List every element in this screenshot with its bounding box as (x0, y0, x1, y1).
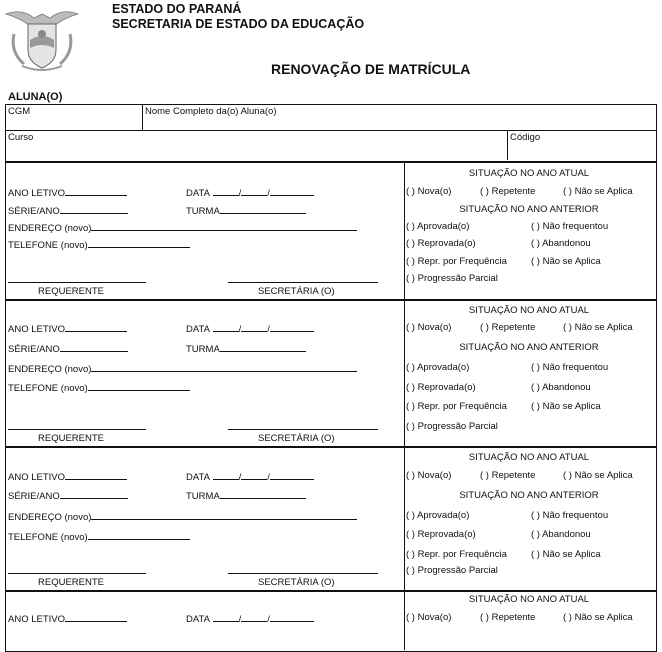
current-year-status-heading: SITUAÇÃO NO ANO ATUAL (468, 594, 590, 605)
date-month-input[interactable] (241, 186, 267, 196)
new-label: Nova(o) (417, 470, 452, 481)
date-month-input[interactable] (241, 470, 267, 480)
date-year-input[interactable] (270, 612, 314, 622)
address-input[interactable] (91, 510, 357, 520)
partial-progression-label: Progressão Parcial (417, 421, 498, 432)
failed-label: Reprovada(o) (417, 529, 476, 540)
failed-attendance-label: Repr. por Frequência (417, 256, 507, 267)
date-year-input[interactable] (270, 470, 314, 480)
applicant-signature-label: REQUERENTE (38, 286, 104, 297)
school-year-label: ANO LETIVO (8, 472, 66, 483)
secretary-signature-label: SECRETÁRIA (O) (258, 577, 335, 588)
previous-year-status-heading: SITUAÇÃO NO ANO ANTERIOR (459, 342, 599, 353)
not-applicable-current-label: Não se Aplica (574, 322, 633, 333)
new-label: Nova(o) (417, 186, 452, 197)
date-day-input[interactable] (213, 322, 239, 332)
not-applicable-current-checkbox[interactable]: ( ) (563, 322, 572, 333)
applicant-signature-label: REQUERENTE (38, 433, 104, 444)
not-applicable-previous-label: Não se Aplica (542, 549, 601, 560)
address-label: ENDEREÇO (novo) (8, 364, 92, 375)
date-label: DATA (186, 324, 210, 335)
date-label: DATA (186, 472, 210, 483)
phone-label: TELEFONE (novo) (8, 240, 88, 251)
school-year-input[interactable] (65, 612, 127, 622)
failed-attendance-label: Repr. por Frequência (417, 401, 507, 412)
not-applicable-current-label: Não se Aplica (574, 186, 633, 197)
date-year-input[interactable] (270, 186, 314, 196)
repeating-checkbox[interactable]: ( ) (480, 470, 489, 481)
address-input[interactable] (91, 221, 357, 231)
current-year-status-heading: SITUAÇÃO NO ANO ATUAL (468, 452, 590, 463)
failed-attendance-checkbox[interactable]: ( ) (406, 401, 415, 412)
repeating-label: Repetente (491, 470, 536, 481)
did-not-attend-checkbox[interactable]: ( ) (531, 510, 540, 521)
class-input[interactable] (220, 489, 306, 499)
date-month-input[interactable] (241, 612, 267, 622)
enrollment-block: ANO LETIVO DATA / / SÉRIE/ANO TURMA ENDEREÇO (novo) TELEFONE (novo) REQUERENTE SECRETÁRIA (O) SITUAÇÃO NO ANO ATUAL ( ) Nova(o) ( ) Repetente ( ) Não se Aplica SITUAÇÃO NO ANO ANTERIOR ( ) Aprovada(o) ( ) Não frequentou ( ) Reprovada(o) ( ) Abandonou ( ) Repr. por Frequência ( ) Não se Aplica ( ) Progressão Parcial (0, 162, 662, 299)
applicant-signature-line[interactable] (8, 429, 146, 430)
did-not-attend-label: Não frequentou (542, 510, 609, 521)
school-year-input[interactable] (65, 186, 127, 196)
dropped-out-label: Abandonou (542, 382, 591, 393)
not-applicable-current-label: Não se Aplica (574, 612, 633, 623)
repeating-label: Repetente (491, 322, 536, 333)
school-year-input[interactable] (65, 470, 127, 480)
grade-label: SÉRIE/ANO (8, 206, 60, 217)
date-month-input[interactable] (241, 322, 267, 332)
did-not-attend-checkbox[interactable]: ( ) (531, 362, 540, 373)
address-input[interactable] (91, 362, 357, 372)
failed-label: Reprovada(o) (417, 382, 476, 393)
applicant-signature-line[interactable] (8, 282, 146, 283)
secretary-signature-label: SECRETÁRIA (O) (258, 286, 335, 297)
not-applicable-current-label: Não se Aplica (574, 470, 633, 481)
phone-label: TELEFONE (novo) (8, 383, 88, 394)
repeating-label: Repetente (491, 186, 536, 197)
class-input[interactable] (220, 342, 306, 352)
secretary-signature-line[interactable] (228, 429, 378, 430)
previous-year-status-heading: SITUAÇÃO NO ANO ANTERIOR (459, 204, 599, 215)
dropped-out-checkbox[interactable]: ( ) (531, 529, 540, 540)
did-not-attend-label: Não frequentou (542, 221, 609, 232)
state-name: ESTADO DO PARANÁ (112, 2, 242, 16)
failed-attendance-checkbox[interactable]: ( ) (406, 256, 415, 267)
failed-attendance-checkbox[interactable]: ( ) (406, 549, 415, 560)
not-applicable-previous-label: Não se Aplica (542, 256, 601, 267)
failed-attendance-label: Repr. por Frequência (417, 549, 507, 560)
school-year-label: ANO LETIVO (8, 324, 66, 335)
approved-label: Aprovada(o) (417, 362, 470, 373)
partial-progression-checkbox[interactable]: ( ) (406, 565, 415, 576)
did-not-attend-label: Não frequentou (542, 362, 609, 373)
department-name: SECRETARIA DE ESTADO DA EDUCAÇÃO (112, 17, 365, 31)
form-title: RENOVAÇÃO DE MATRÍCULA (271, 61, 471, 77)
failed-checkbox[interactable]: ( ) (406, 238, 415, 249)
class-label: TURMA (186, 206, 220, 217)
not-applicable-current-checkbox[interactable]: ( ) (563, 470, 572, 481)
not-applicable-current-checkbox[interactable]: ( ) (563, 612, 572, 623)
approved-checkbox[interactable]: ( ) (406, 221, 415, 232)
repeating-label: Repetente (491, 612, 536, 623)
student-name-field[interactable]: Nome Completo da(o) Aluna(o) (145, 106, 277, 117)
date-label: DATA (186, 188, 210, 199)
enrollment-block: ANO LETIVO DATA / / SÉRIE/ANO TURMA ENDEREÇO (novo) TELEFONE (novo) REQUERENTE SECRETÁRIA (O) SITUAÇÃO NO ANO ATUAL ( ) Nova(o) ( ) Repetente ( ) Não se Aplica SITUAÇÃO NO ANO ANTERIOR ( ) Aprovada(o) ( ) Não frequentou ( ) Reprovada(o) ( ) Abandonou ( ) Repr. por Frequência ( ) Não se Aplica ( ) Progressão Parcial (0, 446, 662, 590)
secretary-signature-line[interactable] (228, 282, 378, 283)
partial-progression-checkbox[interactable]: ( ) (406, 273, 415, 284)
school-year-input[interactable] (65, 322, 127, 332)
grade-input[interactable] (60, 489, 128, 499)
dropped-out-checkbox[interactable]: ( ) (531, 382, 540, 393)
school-year-label: ANO LETIVO (8, 188, 66, 199)
secretary-signature-label: SECRETÁRIA (O) (258, 433, 335, 444)
approved-label: Aprovada(o) (417, 510, 470, 521)
approved-checkbox[interactable]: ( ) (406, 362, 415, 373)
date-day-input[interactable] (213, 612, 239, 622)
not-applicable-previous-checkbox[interactable]: ( ) (531, 256, 540, 267)
class-label: TURMA (186, 491, 220, 502)
dropped-out-checkbox[interactable]: ( ) (531, 238, 540, 249)
applicant-signature-line[interactable] (8, 573, 146, 574)
dropped-out-label: Abandonou (542, 529, 591, 540)
failed-label: Reprovada(o) (417, 238, 476, 249)
code-field[interactable]: Código (510, 132, 541, 143)
student-info-table (5, 104, 657, 162)
not-applicable-previous-label: Não se Aplica (542, 401, 601, 412)
new-label: Nova(o) (417, 322, 452, 333)
new-checkbox[interactable]: ( ) (406, 470, 415, 481)
grade-label: SÉRIE/ANO (8, 344, 60, 355)
repeating-checkbox[interactable]: ( ) (480, 612, 489, 623)
not-applicable-previous-checkbox[interactable]: ( ) (531, 401, 540, 412)
course-field[interactable]: Curso (8, 132, 34, 143)
phone-label: TELEFONE (novo) (8, 532, 88, 543)
section-label-student: ALUNA(O) (8, 91, 63, 103)
previous-year-status-heading: SITUAÇÃO NO ANO ANTERIOR (459, 490, 599, 501)
partial-progression-checkbox[interactable]: ( ) (406, 421, 415, 432)
state-emblem-logo (4, 4, 80, 72)
enrollment-block: ANO LETIVO DATA / / SITUAÇÃO NO ANO ATUAL ( ) Nova(o) ( ) Repetente ( ) Não se Aplica (0, 590, 662, 650)
new-checkbox[interactable]: ( ) (406, 186, 415, 197)
repeating-checkbox[interactable]: ( ) (480, 322, 489, 333)
phone-input[interactable] (88, 381, 190, 391)
current-year-status-heading: SITUAÇÃO NO ANO ATUAL (468, 168, 590, 179)
school-year-label: ANO LETIVO (8, 614, 66, 625)
repeating-checkbox[interactable]: ( ) (480, 186, 489, 197)
grade-input[interactable] (60, 204, 128, 214)
phone-input[interactable] (88, 530, 190, 540)
did-not-attend-checkbox[interactable]: ( ) (531, 221, 540, 232)
new-checkbox[interactable]: ( ) (406, 612, 415, 623)
new-label: Nova(o) (417, 612, 452, 623)
new-checkbox[interactable]: ( ) (406, 322, 415, 333)
address-label: ENDEREÇO (novo) (8, 512, 92, 523)
date-year-input[interactable] (270, 322, 314, 332)
enrollment-block: ANO LETIVO DATA / / SÉRIE/ANO TURMA ENDEREÇO (novo) TELEFONE (novo) REQUERENTE SECRETÁRIA (O) SITUAÇÃO NO ANO ATUAL ( ) Nova(o) ( ) Repetente ( ) Não se Aplica SITUAÇÃO NO ANO ANTERIOR ( ) Aprovada(o) ( ) Não frequentou ( ) Reprovada(o) ( ) Abandonou ( ) Repr. por Frequência ( ) Não se Aplica ( ) Progressão Parcial (0, 299, 662, 446)
dropped-out-label: Abandonou (542, 238, 591, 249)
partial-progression-label: Progressão Parcial (417, 273, 498, 284)
grade-label: SÉRIE/ANO (8, 491, 60, 502)
applicant-signature-label: REQUERENTE (38, 577, 104, 588)
current-year-status-heading: SITUAÇÃO NO ANO ATUAL (468, 305, 590, 316)
class-label: TURMA (186, 344, 220, 355)
grade-input[interactable] (60, 342, 128, 352)
date-day-input[interactable] (213, 470, 239, 480)
date-day-input[interactable] (213, 186, 239, 196)
failed-checkbox[interactable]: ( ) (406, 529, 415, 540)
secretary-signature-line[interactable] (228, 573, 378, 574)
failed-checkbox[interactable]: ( ) (406, 382, 415, 393)
phone-input[interactable] (88, 238, 190, 248)
address-label: ENDEREÇO (novo) (8, 223, 92, 234)
approved-label: Aprovada(o) (417, 221, 470, 232)
partial-progression-label: Progressão Parcial (417, 565, 498, 576)
class-input[interactable] (220, 204, 306, 214)
not-applicable-previous-checkbox[interactable]: ( ) (531, 549, 540, 560)
date-label: DATA (186, 614, 210, 625)
not-applicable-current-checkbox[interactable]: ( ) (563, 186, 572, 197)
cgm-field[interactable]: CGM (8, 106, 31, 117)
approved-checkbox[interactable]: ( ) (406, 510, 415, 521)
